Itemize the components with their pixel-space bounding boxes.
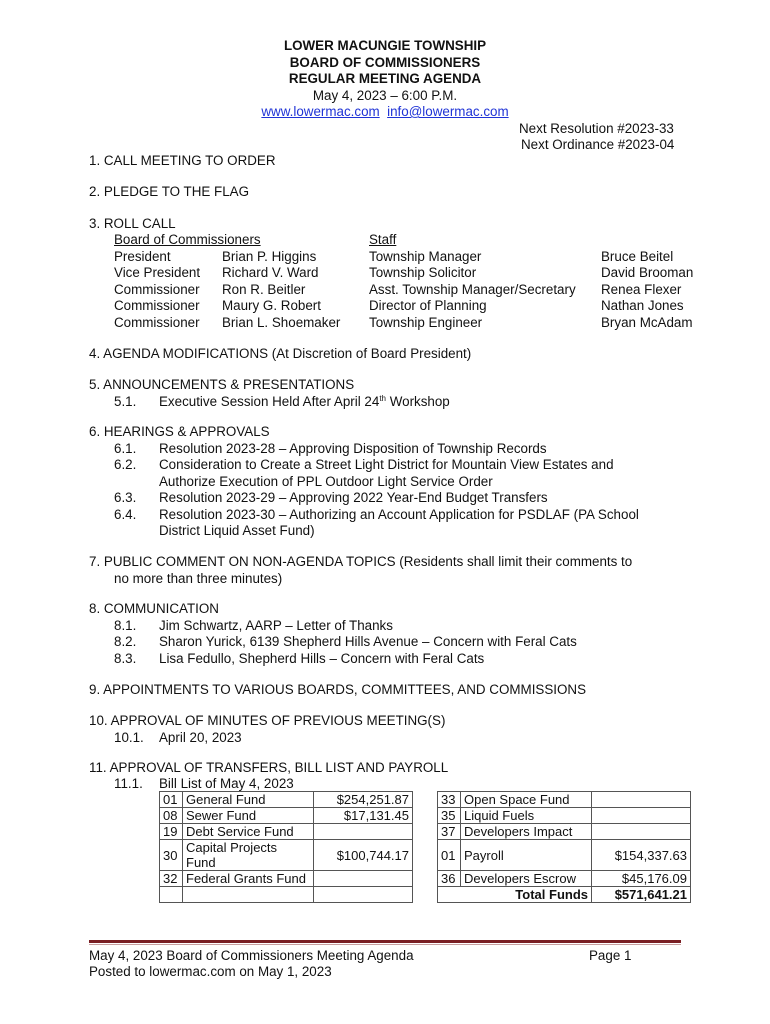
subitem-number: 5.1. bbox=[114, 394, 137, 409]
subitem-aarp-letter: Jim Schwartz, AARP – Letter of Thanks bbox=[159, 618, 393, 633]
website-link[interactable]: www.lowermac.com bbox=[261, 104, 380, 119]
contact-links bbox=[0, 104, 770, 119]
item-communication: 8. COMMUNICATION bbox=[89, 601, 219, 616]
fund-code: 01 bbox=[438, 840, 461, 871]
subitem-number: 6.2. bbox=[114, 457, 137, 472]
board-role: President bbox=[114, 249, 171, 264]
fund-code: 32 bbox=[160, 871, 183, 887]
item-appointments: 9. APPOINTMENTS TO VARIOUS BOARDS, COMMITTEES, AND COMMISSIONS bbox=[89, 682, 587, 697]
subitem-number: 8.1. bbox=[114, 618, 137, 633]
item-pledge: 2. PLEDGE TO THE FLAG bbox=[89, 184, 250, 199]
total-funds-label: Total Funds bbox=[438, 887, 592, 903]
item-announcements: 5. ANNOUNCEMENTS & PRESENTATIONS bbox=[89, 377, 355, 392]
total-funds-value: $571,641.21 bbox=[592, 887, 691, 903]
fund-code: 37 bbox=[438, 824, 461, 840]
agenda-title: REGULAR MEETING AGENDA bbox=[288, 71, 482, 86]
fund-amount: $100,744.17 bbox=[314, 840, 413, 871]
funds-table bbox=[159, 791, 691, 903]
staff-title: Township Solicitor bbox=[369, 265, 477, 280]
fund-code: 35 bbox=[438, 808, 461, 824]
fund-code: 01 bbox=[160, 792, 183, 808]
fund-code: 19 bbox=[160, 824, 183, 840]
fund-name: Capital Projects Fund bbox=[183, 840, 314, 871]
item-approval-minutes: 10. APPROVAL OF MINUTES OF PREVIOUS MEETING(S) bbox=[89, 713, 446, 728]
fund-amount bbox=[592, 808, 691, 824]
item-public-comment: 7. PUBLIC COMMENT ON NON-AGENDA TOPICS (Residents shall limit their comments to bbox=[89, 554, 633, 569]
subitem-fedullo-feral-cats: Lisa Fedullo, Shepherd Hills – Concern with Feral Cats bbox=[159, 651, 485, 666]
board-member-name: Richard V. Ward bbox=[222, 265, 319, 280]
fund-amount bbox=[592, 792, 691, 808]
subitem-resolution-2023-28: Resolution 2023-28 – Approving Disposition of Township Records bbox=[159, 441, 547, 456]
fund-amount bbox=[314, 824, 413, 840]
board-role: Commissioner bbox=[114, 298, 200, 313]
fund-name: Federal Grants Fund bbox=[183, 871, 314, 887]
item-agenda-modifications: 4. AGENDA MODIFICATIONS (At Discretion of Board President) bbox=[89, 346, 472, 361]
board-member-name: Ron R. Beitler bbox=[222, 282, 306, 297]
staff-title: Director of Planning bbox=[369, 298, 487, 313]
subitem-april-20-minutes: April 20, 2023 bbox=[159, 730, 242, 745]
fund-name: Sewer Fund bbox=[183, 808, 314, 824]
subitem-resolution-2023-30: Resolution 2023-30 – Authorizing an Account Application for PSDLAF (PA School bbox=[159, 507, 639, 522]
item-hearings-approvals: 6. HEARINGS & APPROVALS bbox=[89, 424, 270, 439]
subitem-number: 6.1. bbox=[114, 441, 137, 456]
email-link[interactable]: info@lowermac.com bbox=[387, 104, 509, 119]
subitem-number: 11.1. bbox=[114, 776, 143, 791]
subitem-resolution-2023-30-cont: District Liquid Asset Fund) bbox=[159, 523, 315, 538]
fund-amount bbox=[314, 871, 413, 887]
item-roll-call: 3. ROLL CALL bbox=[89, 216, 176, 231]
subitem-number: 10.1. bbox=[114, 730, 144, 745]
subitem-executive-session: Executive Session Held After April 24th Workshop bbox=[159, 394, 450, 409]
staff-title: Township Manager bbox=[369, 249, 482, 264]
next-ordinance: Next Ordinance #2023-04 bbox=[521, 137, 675, 152]
footer-rule bbox=[89, 940, 681, 943]
subitem-number: 8.2. bbox=[114, 634, 137, 649]
fund-name: Liquid Fuels bbox=[461, 808, 592, 824]
staff-title: Asst. Township Manager/Secretary bbox=[369, 282, 576, 297]
subitem-street-light-district: Consideration to Create a Street Light District for Mountain View Estates and bbox=[159, 457, 614, 472]
fund-name: Payroll bbox=[461, 840, 592, 871]
fund-name: Debt Service Fund bbox=[183, 824, 314, 840]
fund-name: General Fund bbox=[183, 792, 314, 808]
table-row bbox=[160, 840, 691, 871]
fund-amount: $17,131.45 bbox=[314, 808, 413, 824]
board-role: Commissioner bbox=[114, 315, 200, 330]
table-row bbox=[160, 871, 691, 887]
fund-code: 36 bbox=[438, 871, 461, 887]
staff-heading: Staff bbox=[369, 232, 397, 247]
subitem-number: 6.4. bbox=[114, 507, 137, 522]
staff-name: Nathan Jones bbox=[601, 298, 684, 313]
fund-code: 08 bbox=[160, 808, 183, 824]
footer-rule-shadow bbox=[89, 944, 681, 945]
subitem-street-light-district-cont: Authorize Execution of PPL Outdoor Light Service Order bbox=[159, 474, 493, 489]
subitem-resolution-2023-29: Resolution 2023-29 – Approving 2022 Year-End Budget Transfers bbox=[159, 490, 548, 505]
fund-code: 33 bbox=[438, 792, 461, 808]
board-heading: Board of Commissioners bbox=[114, 232, 261, 247]
meeting-date-time: May 4, 2023 – 6:00 P.M. bbox=[312, 88, 458, 103]
footer-meeting-title: May 4, 2023 Board of Commissioners Meeting Agenda bbox=[89, 948, 414, 963]
board-name: BOARD OF COMMISSIONERS bbox=[289, 55, 481, 70]
board-member-name: Brian P. Higgins bbox=[222, 249, 317, 264]
table-row bbox=[160, 808, 691, 824]
subitem-bill-list: Bill List of May 4, 2023 bbox=[159, 776, 294, 791]
subitem-number: 6.3. bbox=[114, 490, 137, 505]
item-transfers-bill-list: 11. APPROVAL OF TRANSFERS, BILL LIST AND PAYROLL bbox=[89, 760, 449, 775]
staff-name: Bryan McAdam bbox=[601, 315, 693, 330]
staff-name: David Brooman bbox=[601, 265, 694, 280]
subitem-number: 8.3. bbox=[114, 651, 137, 666]
fund-amount: $45,176.09 bbox=[592, 871, 691, 887]
fund-code: 30 bbox=[160, 840, 183, 871]
staff-name: Bruce Beitel bbox=[601, 249, 674, 264]
fund-name: Developers Escrow bbox=[461, 871, 592, 887]
item-public-comment-cont: no more than three minutes) bbox=[114, 571, 283, 586]
fund-amount: $254,251.87 bbox=[314, 792, 413, 808]
table-row bbox=[160, 792, 691, 808]
township-name: LOWER MACUNGIE TOWNSHIP bbox=[283, 38, 487, 53]
table-row bbox=[160, 824, 691, 840]
fund-amount: $154,337.63 bbox=[592, 840, 691, 871]
staff-name: Renea Flexer bbox=[601, 282, 682, 297]
subitem-yurick-feral-cats: Sharon Yurick, 6139 Shepherd Hills Avenue – Concern with Feral Cats bbox=[159, 634, 577, 649]
board-role: Vice President bbox=[114, 265, 201, 280]
board-member-name: Brian L. Shoemaker bbox=[222, 315, 341, 330]
fund-name: Open Space Fund bbox=[461, 792, 592, 808]
page-number: Page 1 bbox=[589, 948, 632, 963]
board-member-name: Maury G. Robert bbox=[222, 298, 321, 313]
item-call-to-order: 1. CALL MEETING TO ORDER bbox=[89, 153, 276, 168]
next-resolution: Next Resolution #2023-33 bbox=[519, 121, 674, 136]
fund-name: Developers Impact bbox=[461, 824, 592, 840]
fund-amount bbox=[592, 824, 691, 840]
staff-title: Township Engineer bbox=[369, 315, 483, 330]
table-row-total bbox=[160, 887, 691, 903]
board-role: Commissioner bbox=[114, 282, 200, 297]
footer-posted-date: Posted to lowermac.com on May 1, 2023 bbox=[89, 964, 332, 979]
